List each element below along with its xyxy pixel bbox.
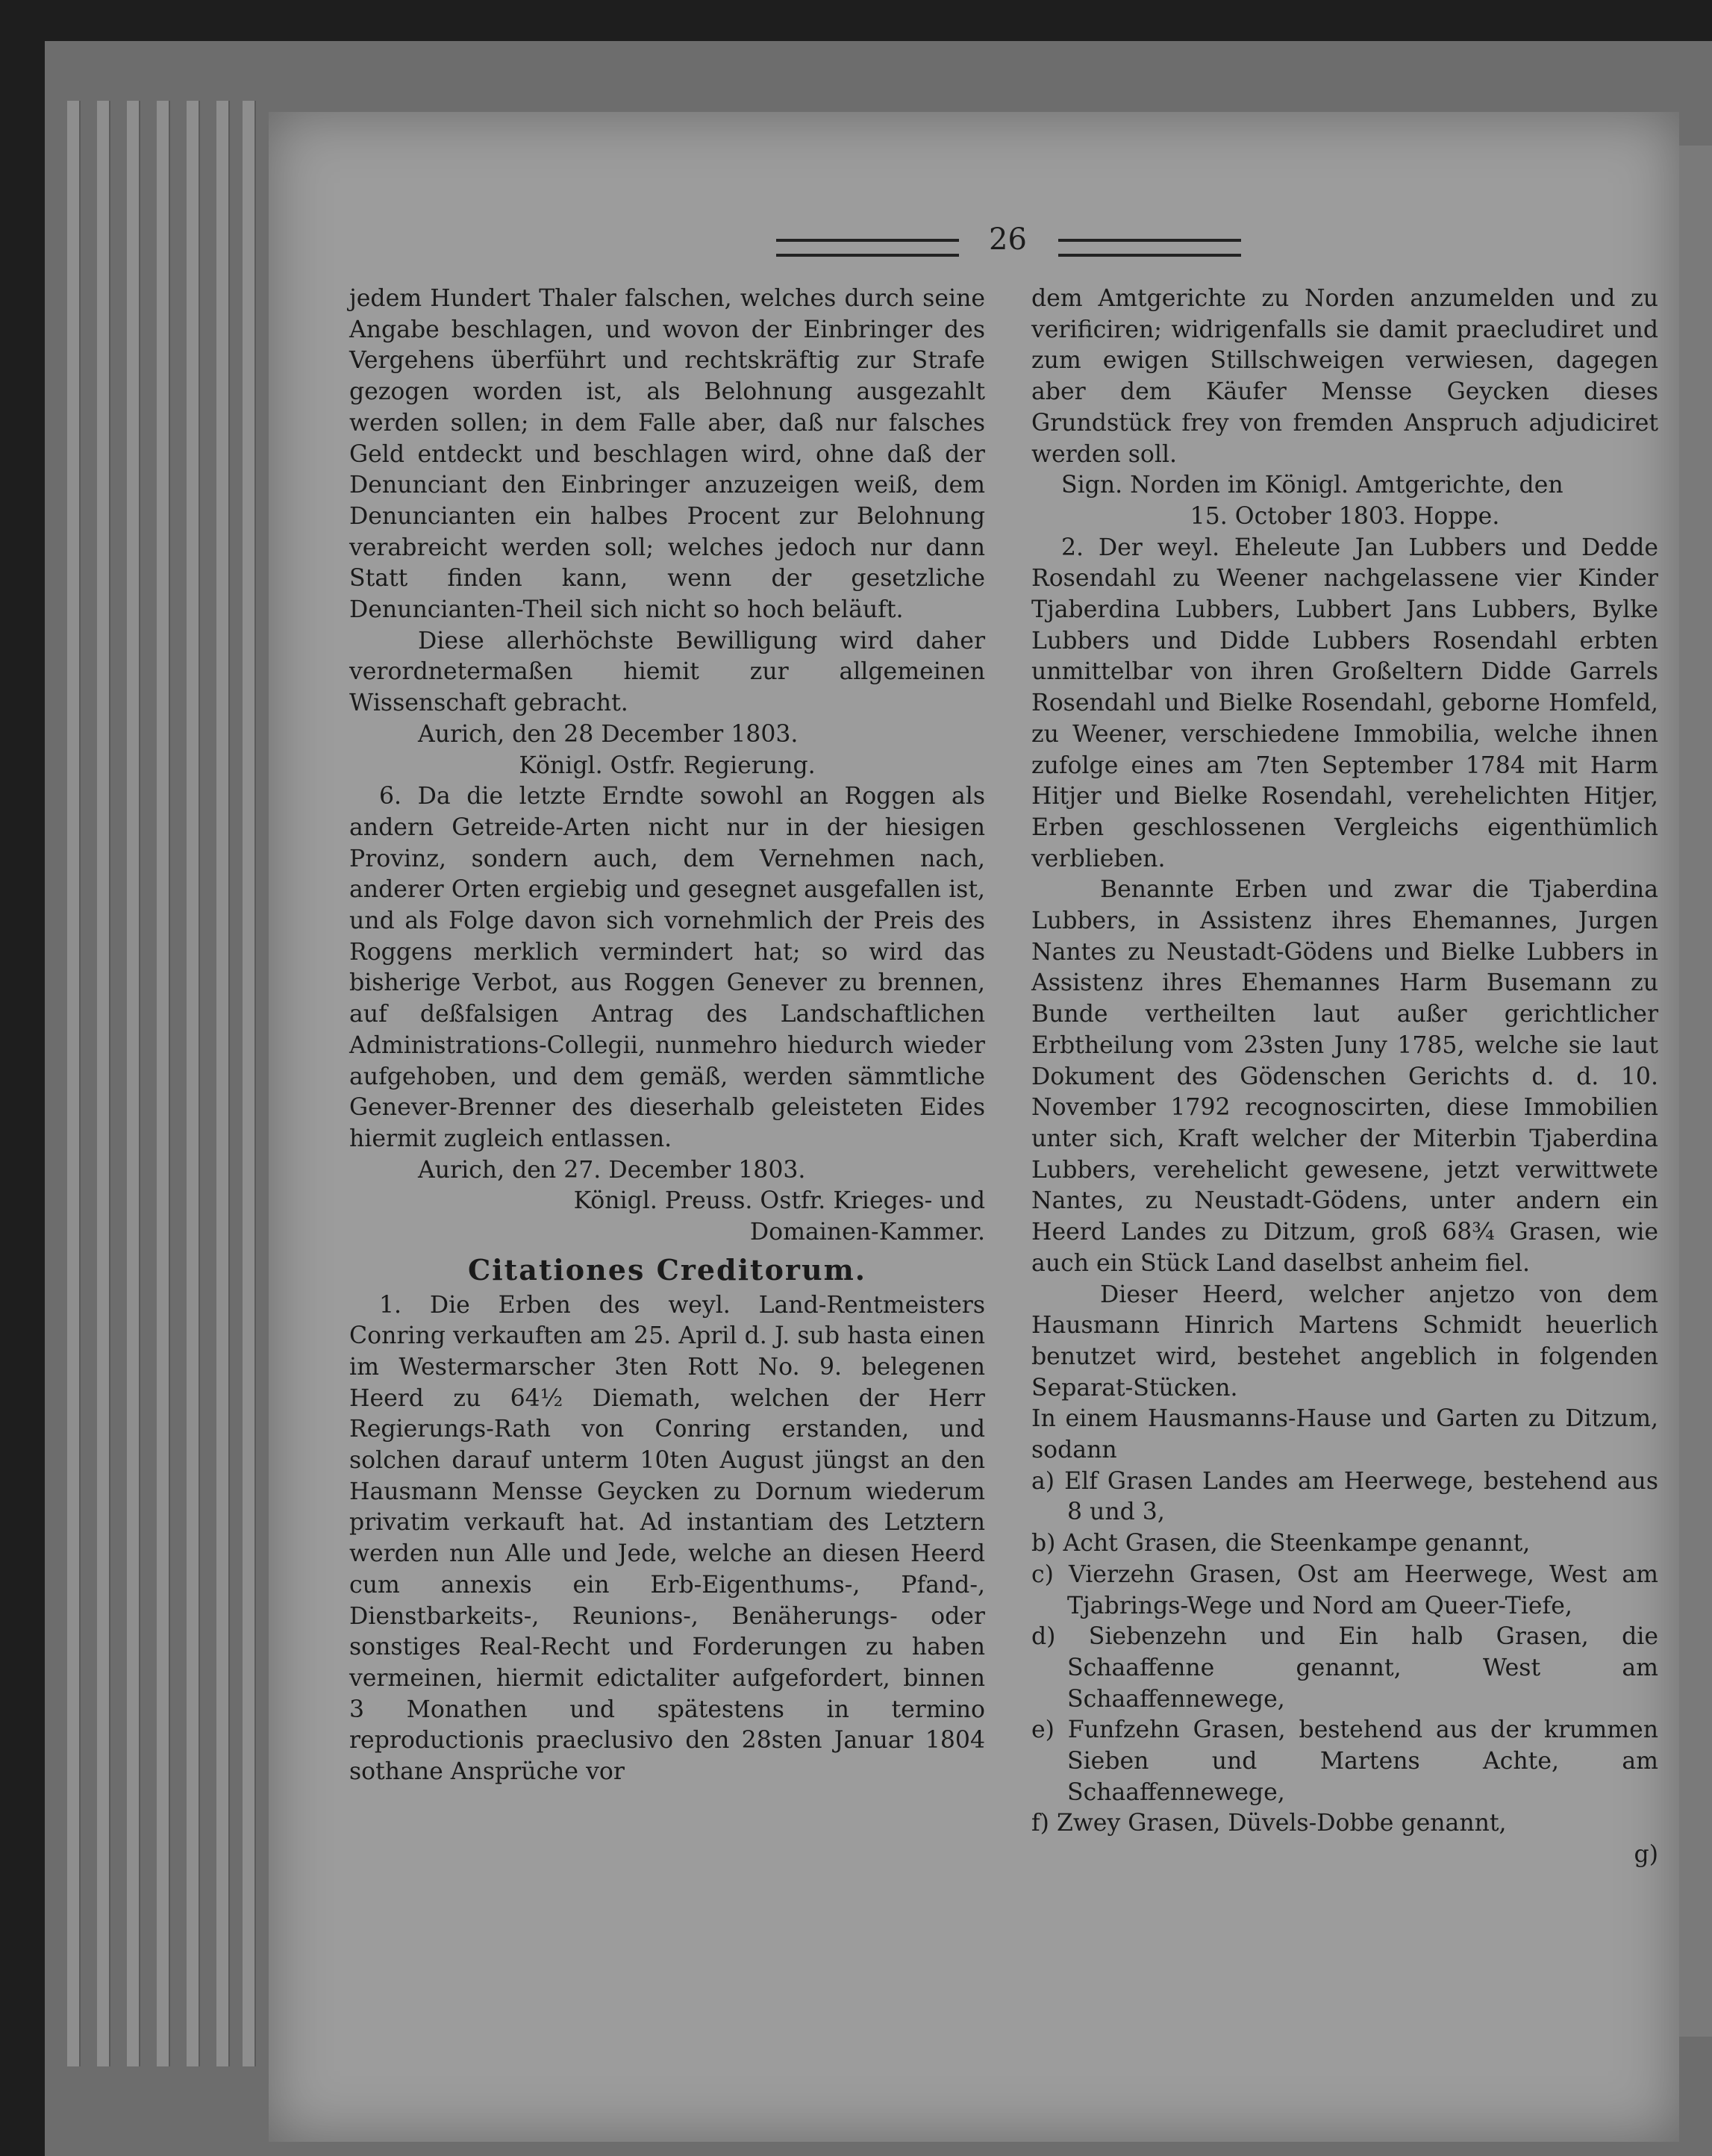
paragraph: Benannte Erben und zwar die Tjaberdina Lubbers, in Assistenz ihres Ehemannes, Jurgen Nantes zu Neustadt-Gödens und Bielke Lubbers in Assistenz ihres Ehemannes Harm Busemann zu Bunde vertheilten laut außer gerichtlicher Erbtheilung vom 23sten Juny 1785, welche sie laut Dokument des Gödenschen Gerichts d. d. 10. November 1792 recognoscirten, diese Immobilien unter sich, Kraft welcher der Miterbin Tjaberdina Lubbers, verehelicht gewesene, jetzt verwittwete Nantes, zu Neustadt-Gödens, unter andern ein Heerd Landes zu Ditzum, groß 68¾ Grasen, wie auch ein Stück Land daselbst anheim fiel. — [1031, 876, 1658, 1277]
page-edge — [157, 101, 170, 2066]
header-rule-left — [776, 239, 959, 257]
paragraph: In einem Hausmanns-Hause und Garten zu Ditzum, sodann — [1031, 1405, 1658, 1464]
paragraph: Diese allerhöchste Bewilligung wird daher verordnetermaßen hiemit zur allgemeinen Wissenschaft gebracht. — [349, 627, 985, 717]
page-edge — [216, 101, 230, 2066]
catchword: g) — [1634, 1841, 1658, 1869]
paragraph: 1. Die Erben des weyl. Land-Rentmeisters Conring verkauften am 25. April d. J. sub hasta einen im Westermarscher 3ten Rott No. 9. belegenen Heerd zu 64½ Diemath, welchen der Herr Regierungs-Rath von Conring erstanden, und solchen darauf unterm 10ten August jüngst an den Hausmann Mensse Geycken zu Dornum wiederum privatim verkauft hat. Ad instantiam des Letztern werden nun Alle und Jede, welche an diesen Heerd cum annexis ein Erb-Eigenthums-, Pfand-, Dienstbarkeits-, Reunions-, Benäherungs- oder sonstiges Real-Recht und Forderungen zu haben vermeinen, hiermit edictaliter aufgefordert, binnen 3 Monathen und spätestens in termino reproductionis praeclusivo den 28sten Januar 1804 sothane Ansprüche vor — [349, 1291, 985, 1786]
paragraph: dem Amtgerichte zu Norden anzumelden und zu verificiren; widrigenfalls sie damit praecludiret und zum ewigen Stillschweigen verwiesen, dagegen aber dem Käufer Mensse Geycken dieses Grundstück frey von fremden Anspruch adjudiciret werden soll. — [1031, 285, 1658, 468]
paragraph: 6. Da die letzte Erndte sowohl an Roggen als andern Getreide-Arten nicht nur in der hiesigen Provinz, sondern auch, dem Vernehmen nach, anderer Orten ergiebig und gesegnet ausgefallen ist, und als Folge davon sich vornehmlich der Preis des Roggens merklich vermindert hat; so wird das bisherige Verbot, aus Roggen Genever zu brennen, auf deßfalsigen Antrag des Landschaftlichen Administrations-Collegii, nunmehro hiedurch wieder aufgehoben, und dem gemäß, werden sämmtliche Genever-Brenner des dieserhalb geleisteten Eides hiermit zugleich entlassen. — [349, 783, 985, 1152]
section-heading: Citationes Creditorum. — [467, 1252, 867, 1287]
page-number: 26 — [989, 222, 1027, 257]
page-edge — [97, 101, 110, 2066]
paragraph: jedem Hundert Thaler falschen, welches durch seine Angabe beschlagen, und wovon der Einbringer des Vergehens überführt und rechtskräftig zur Strafe gezogen worden ist, als Belohnung ausgezahlt werden sollen; in dem Falle aber, daß nur falsches Geld entdeckt und beschlagen wird, ohne daß der Denunciant den Einbringer anzuzeigen weiß, dem Denuncianten ein halbes Procent zur Belohnung verabreicht werden soll; welches jedoch nur dann Statt finden kann, wenn der gesetzliche Denuncianten-Theil sich nicht so hoch beläuft. — [349, 285, 985, 624]
signature: Königl. Preuss. Ostfr. Krieges- und Domainen-Kammer. — [573, 1187, 985, 1246]
signature: Königl. Ostfr. Regierung. — [519, 752, 816, 779]
book — [45, 41, 1712, 2156]
page-header — [269, 222, 1679, 267]
paragraph: Dieser Heerd, welcher anjetzo von dem Hausmann Hinrich Martens Schmidt heuerlich benutzet wird, bestehet angeblich in folgenden Separat-Stücken. — [1031, 1281, 1658, 1402]
signature: 15. October 1803. Hoppe. — [1190, 502, 1500, 530]
dateline: Aurich, den 28 December 1803. — [418, 720, 799, 748]
list-item: c) Vierzehn Grasen, Ost am Heerwege, West am Tjabrings-Wege und Nord am Queer-Tiefe, — [1031, 1560, 1658, 1619]
dateline: Aurich, den 27. December 1803. — [418, 1156, 806, 1184]
dateline: Sign. Norden im Königl. Amtgerichte, den — [1061, 472, 1563, 499]
list-item: e) Funfzehn Grasen, bestehend aus der krummen Sieben und Martens Achte, am Schaaffennewege, — [1031, 1716, 1658, 1806]
list-item: d) Siebenzehn und Ein halb Grasen, die Schaaffenne genannt, West am Schaaffennewege, — [1031, 1623, 1658, 1713]
list-item: a) Elf Grasen Landes am Heerwege, bestehend aus 8 und 3, — [1031, 1467, 1658, 1526]
page-edge — [127, 101, 140, 2066]
page-edge — [187, 101, 200, 2066]
paragraph: 2. Der weyl. Eheleute Jan Lubbers und Dedde Rosendahl zu Weener nachgelassene vier Kinder Tjaberdina Lubbers, Lubbert Jans Lubbers, Bylke Lubbers und Didde Lubbers Rosendahl erbten unmittelbar von ihren Großeltern Didde Garrels Rosendahl und Bielke Rosendahl, geborne Homfeld, zu Weener, verschiedene Immobilia, welche ihnen zufolge eines am 7ten September 1784 mit Harm Hitjer und Bielke Rosendahl, verehelichten Hitjer, Erben geschlossenen Vergleichs eigenthümlich verblieben. — [1031, 534, 1658, 872]
document-page — [269, 112, 1679, 2142]
page-edge — [67, 101, 81, 2066]
list-item: b) Acht Grasen, die Steenkampe genannt, — [1031, 1530, 1531, 1557]
page-edge — [243, 101, 256, 2066]
right-column — [1031, 284, 1658, 1871]
left-column — [349, 284, 985, 1788]
header-rule-right — [1058, 239, 1241, 257]
list-item: f) Zwey Grasen, Düvels-Dobbe genannt, — [1031, 1810, 1507, 1837]
